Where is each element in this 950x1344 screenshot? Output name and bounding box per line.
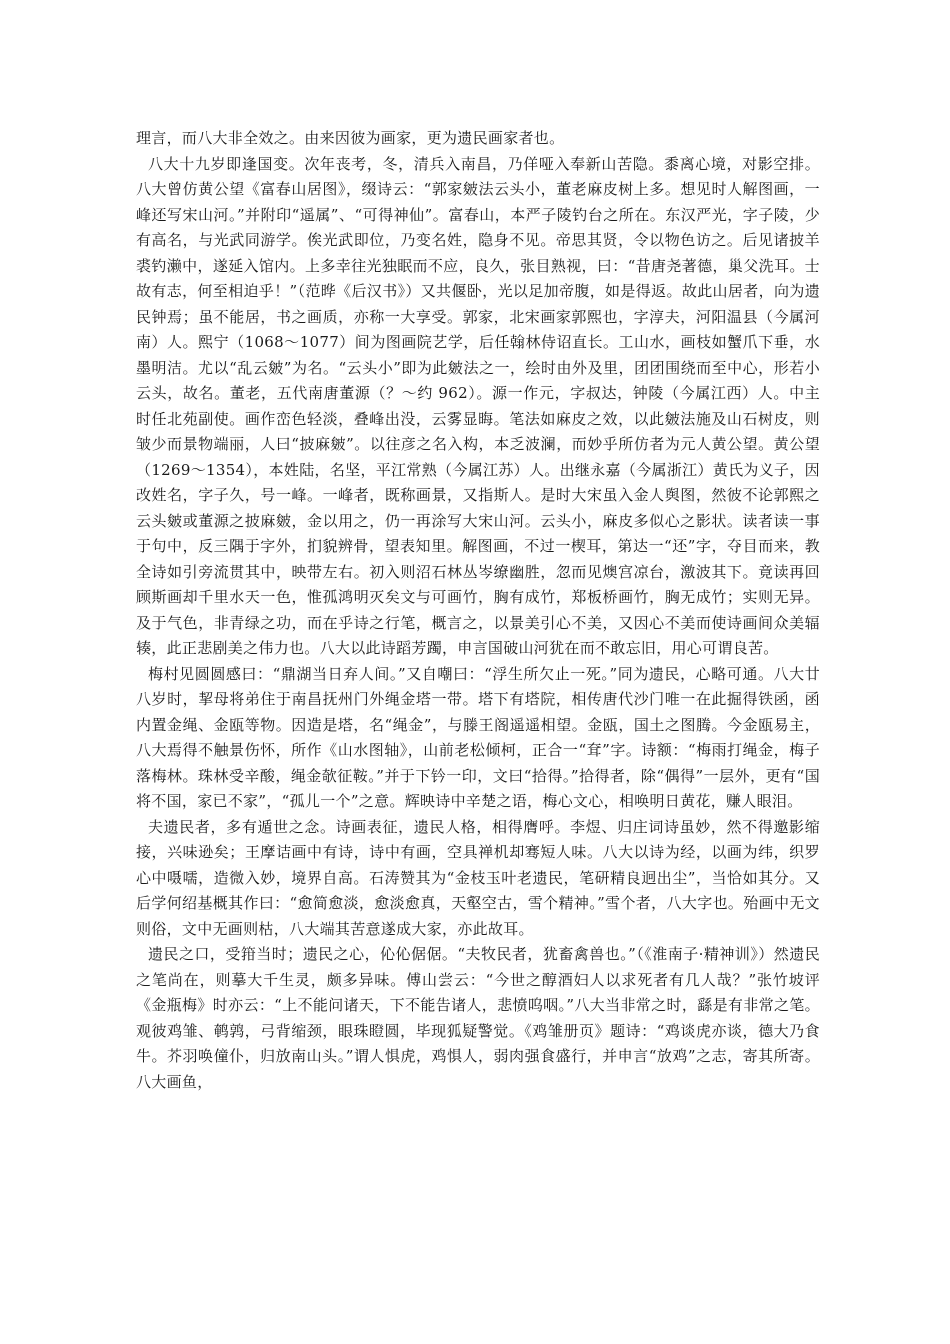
paragraph-continuation: 理言，而八大非全效之。由来因彼为画家，更为遗民画家者也。 — [136, 129, 565, 147]
paragraph-shengjin-pagoda: 梅村见圆圆感曰：“鼎湖当日弃人间。”又自嘲曰：“浮生所欠止一死。”同为遗民，心略可通。八大廿八岁时，挈母将弟住于南昌抚州门外绳金塔一带。塔下有塔院，相传唐代沙门唯一在此掘得铁函，函内置金绳、金瓯等物。因造是塔，名“绳金”，与滕王阁遥遥相望。金瓯，国土之图腾。今金瓯易主，八大焉得不触景伤怀，所作《山水图轴》，山前老松倾柯，正合一“耷”字。诗额：“梅雨打绳金，梅子落梅林。珠林受辛酸，绳金欹征鞍。”并于下钤一印，文曰“拾得。”拾得者，除“偶得”一层外，更有“国将不国，家已不家”，“孤儿一个”之意。辉映诗中辛楚之语，梅心文心，相唤明日黄花，赚人眼泪。 — [136, 664, 820, 810]
paragraph-yimin-reclusion: 夫遗民者，多有遁世之念。诗画表征，遗民人格，相得膺呼。李煜、归庄词诗虽妙，然不得邀影缩接，兴味逊矣；王摩诘画中有诗，诗中有画，空具禅机却骞短人味。八大以诗为经，以画为纬，织罗心中嗫嚅，造微入妙，境界自高。石涛赞其为“金枝玉叶老遗民，笔研精良迥出尘”，当恰如其分。又后学何绍基概其作曰：“愈简愈淡，愈淡愈真，天壑空古，雪个精神。”雪个者，八大字也。殆画中无文则俗，文中无画则枯，八大端其苦意遂成大家，亦此故耳。 — [136, 817, 820, 938]
paragraph-yimin-brush: 遗民之口，受箝当时；遗民之心，伈伈倨倨。“夫牧民者，犹畜禽兽也。”（《淮南子·精神训》）然遗民之笔尚在，则摹大千生灵，颇多异味。傅山尝云：“今世之醇酒妇人以求死者有几人哉？”张竹坡评《金瓶梅》时亦云：“上不能问诸天，下不能告诸人，悲愤呜咽。”八大当非常之时，繇是有非常之笔。观彼鸡雏、鹌鹑，弓背缩颈，眼珠瞪圆，毕现狐疑警觉。《鸡雏册页》题诗：“鸡谈虎亦谈，德大乃食牛。芥羽唤僮仆，归放南山头。”谓人惧虎，鸡惧人，弱肉强食盛行，并申言“放鸡”之志，寄其所寄。八大画鱼， — [136, 945, 820, 1091]
paragraph-fuchun-poem: 八大十九岁即逢国变。次年丧考，冬，清兵入南昌，乃佯哑入奉新山苦隐。黍离心境，对影空排。八大曾仿黄公望《富春山居图》，缀诗云：“郭家皴法云头小，董老麻皮树上多。想见时人解图画，一峰还写宋山河。”并附印“遥属”、“可得神仙”。富春山，本严子陵钓台之所在。东汉严光，字子陵，少有高名，与光武同游学。俟光武即位，乃变名姓，隐身不见。帝思其贤，令以物色访之。后见诸披羊裘钓濑中，遂延入馆内。上多幸往光独眠而不应，良久，张目熟视，曰：“昔唐尧著德，巢父洗耳。士故有志，何至相迫乎！”（范晔《后汉书》）又共偃卧，光以足加帝腹，如是得返。故此山居者，向为遗民钟焉；虽不能居，书之画质，亦称一大享受。郭家，北宋画家郭熙也，字淳夫，河阳温县（今属河南）人。熙宁（1068～1077）间为图画院艺学，后任翰林侍诏直长。工山水，画枝如蟹爪下垂，水墨明洁。尤以“乱云皴”为名。“云头小”即为此皴法之一，绘时由外及里，团团围绕而至中心，形若小云头，故名。董老，五代南唐董源（？～约 962）。源一作元，字叔达，钟陵（今属江西）人。中主时任北苑副使。画作峦色轻淡，叠峰出没，云雾显晦。笔法如麻皮之效，以此皴法施及山石树皮，则皱少而景物端丽，人曰“披麻皴”。以往彦之名入构，本乏波澜，而妙乎所仿者为元人黄公望。黄公望（1269～1354），本姓陆，名坚，平江常熟（今属江苏）人。出继永嘉（今属浙江）黄氏为义子，因改姓名，字子久，号一峰。一峰者，既称画景，又指斯人。是时大宋虽入金人舆图，然彼不论郭熙之云头皴或董源之披麻皴，金以用之，仍一再涂写大宋山河。云头小，麻皮多似心之影状。读者读一事于句中，反三隅于字外，扪貌辨骨，望表知里。解图画，不过一楔耳，第达一“还”字，夺目而来，教全诗如引旁流贯其中，映带左右。初入则沼石林丛岑缭幽胜，忽而见燠宫凉台，激波其下。竟读再回顾斯画却千里水天一色，惟孤鸿明灭矣文与可画竹，胸有成竹，郑板桥画竹，胸无成竹；实则无异。及于气色，非青绿之功，而在乎诗之行笔，概言之，以景美引心不美，又因心不美而使诗画间众美辐辏，此正悲剧美之伟力也。八大以此诗蹈芳躅，申言国破山河犹在而不敢忘旧，用心可谓良苦。 — [136, 154, 820, 657]
